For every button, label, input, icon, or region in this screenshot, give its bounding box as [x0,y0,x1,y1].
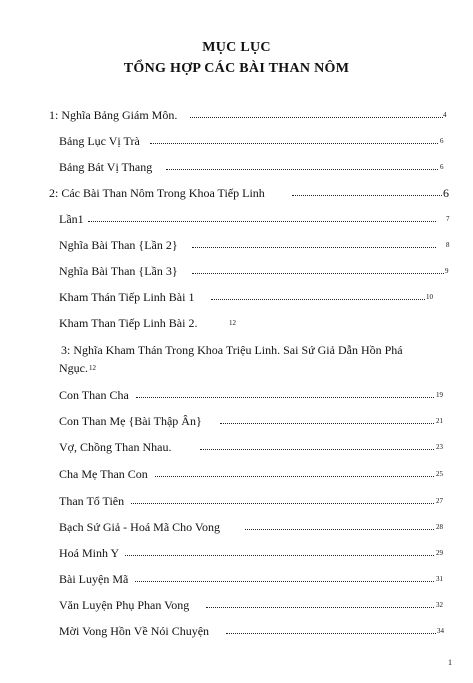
toc-dot-leader [166,169,438,170]
toc-dot-leader [131,503,434,504]
toc-dot-leader [226,633,436,634]
toc-dot-leader [150,143,438,144]
toc-page-number: 10 [426,293,433,301]
toc-entry-text: Kham Than Tiếp Linh Bài 2. [59,316,198,330]
toc-page-number: 6 [440,163,444,171]
toc-page-number: 21 [436,417,443,425]
toc-entry-text: Mời Vong Hồn Về Nói Chuyện [59,624,210,638]
toc-page-number: 31 [436,575,443,583]
toc-page-number: 32 [436,601,443,609]
toc-entry-text: Than Tổ Tiên [59,494,125,508]
toc-entry-text: Bảng Bát Vị Thang [59,160,153,174]
toc-dot-leader [220,423,434,424]
toc-dot-leader [190,117,443,118]
toc-page-number: 12 [229,319,236,327]
toc-dot-leader [192,247,436,248]
toc-page-number: 19 [436,391,443,399]
toc-entry-text: Con Than Mẹ {Bài Thập Ân} [59,414,202,428]
page-number: 1 [448,658,452,667]
document-title: TỔNG HỢP CÁC BÀI THAN NÔM [123,61,350,76]
toc-page-number: 8 [446,241,450,249]
toc-entry-text: Bảng Lục Vị Trà [59,134,140,148]
toc-entry-text: 1: Nghĩa Bảng Giám Môn. [49,108,178,122]
toc-page-number: 27 [436,497,443,505]
toc-page-number: 25 [436,470,443,478]
toc-page-number: 9 [445,267,449,275]
toc-dot-leader [88,221,436,222]
toc-dot-leader [125,555,434,556]
toc-dot-leader [136,397,434,398]
toc-entry-text: Kham Thán Tiếp Linh Bài 1 [59,290,195,304]
toc-heading: MỤC LỤC [202,40,271,55]
toc-entry-text: Văn Luyện Phụ Phan Vong [59,598,190,612]
toc-entry-text: Bạch Sứ Giả - Hoá Mã Cho Vong [59,520,221,534]
toc-dot-leader [211,299,425,300]
toc-entry-text: Hoá Minh Y [59,546,120,560]
toc-entry-text: Nghĩa Bài Than {Lần 3} [59,264,178,278]
toc-page-number: 34 [437,627,444,635]
toc-page-number: 29 [436,549,443,557]
toc-dot-leader [135,581,434,582]
toc-entry-text: Ngục. [59,361,88,375]
toc-entry-text: Cha Mẹ Than Con [59,467,148,481]
toc-page-number: 7 [446,215,450,223]
toc-dot-leader [292,195,442,196]
toc-dot-leader [200,449,434,450]
toc-page-number: 12 [89,364,96,372]
toc-entry-text: Con Than Cha [59,388,129,402]
toc-entry-text: Lần1 [59,212,84,226]
toc-page-number: 6 [443,186,449,200]
toc-dot-leader [192,273,444,274]
toc-dot-leader [206,607,434,608]
toc-page-number: 23 [436,443,443,451]
toc-page-number: 28 [436,523,443,531]
toc-dot-leader [155,476,434,477]
toc-dot-leader [245,529,434,530]
toc-page-number: 4 [443,111,447,119]
toc-entry-text: 3: Nghĩa Kham Thán Trong Khoa Triệu Linh. Sai Sứ Giả Dẫn Hồn Phá [61,343,403,357]
toc-entry-text: 2: Các Bài Than Nôm Trong Khoa Tiếp Linh [49,186,265,200]
toc-entry-text: Vợ, Chồng Than Nhau. [59,440,172,454]
toc-entry-text: Nghĩa Bài Than {Lần 2} [59,238,178,252]
toc-page-number: 6 [440,137,444,145]
toc-entry-text: Bài Luyện Mã [59,572,129,586]
